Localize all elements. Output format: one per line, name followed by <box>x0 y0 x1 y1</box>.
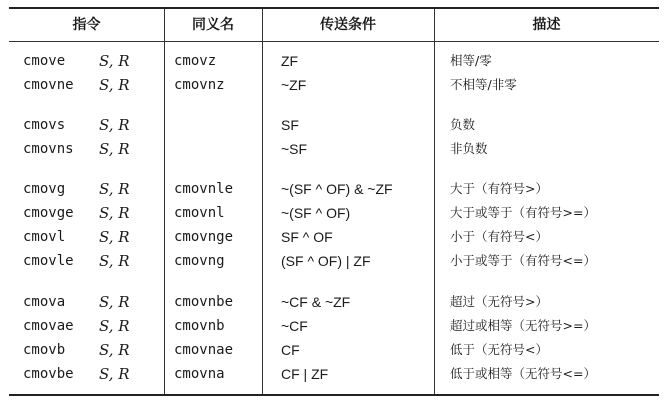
description-cell: 小于或等于（有符号<=） <box>450 253 596 268</box>
operands-cell: S, R <box>99 116 130 134</box>
table-row <box>9 113 659 137</box>
synonym-cell: cmovna <box>174 366 225 382</box>
operands-cell: S, R <box>99 341 130 359</box>
operands-cell: S, R <box>99 52 130 70</box>
condition-cell: ~CF & ~ZF <box>281 294 351 310</box>
condition-cell: ~ZF <box>281 77 307 93</box>
operands-cell: S, R <box>99 293 130 311</box>
instruction-cell: cmovbe <box>23 366 74 382</box>
condition-cell: ~CF <box>281 318 308 334</box>
synonym-cell: cmovnb <box>174 318 225 334</box>
instruction-cell: cmovb <box>23 342 66 358</box>
operands-cell: S, R <box>99 140 130 158</box>
instruction-cell: cmovns <box>23 141 74 157</box>
synonym-cell: cmovnle <box>174 181 234 197</box>
instruction-cell: cmove <box>23 53 66 69</box>
operands-cell: S, R <box>99 252 130 270</box>
operands-cell: S, R <box>99 365 130 383</box>
table-row <box>9 177 659 201</box>
instruction-cell: cmovl <box>23 229 66 245</box>
table-row <box>9 137 659 161</box>
description-cell: 低于（无符号<） <box>450 342 548 357</box>
synonym-cell: cmovnl <box>174 205 225 221</box>
table-row <box>9 73 659 97</box>
condition-cell: (SF ^ OF) | ZF <box>281 253 371 269</box>
description-cell: 负数 <box>450 117 476 132</box>
synonym-cell: cmovng <box>174 253 225 269</box>
operands-cell: S, R <box>99 317 130 335</box>
synonym-cell: cmovnz <box>174 77 225 93</box>
condition-cell: ~SF <box>281 141 308 157</box>
instruction-cell: cmovg <box>23 181 66 197</box>
condition-cell: SF ^ OF <box>281 229 333 245</box>
description-cell: 超过（无符号>） <box>450 294 548 309</box>
description-cell: 大于或等于（有符号>=） <box>450 205 596 220</box>
instruction-cell: cmovs <box>23 117 66 133</box>
synonym-cell: cmovnbe <box>174 294 234 310</box>
header-rule <box>9 41 659 42</box>
table-row <box>9 338 659 362</box>
description-cell: 小于（有符号<） <box>450 229 548 244</box>
synonym-cell: cmovnae <box>174 342 234 358</box>
operands-cell: S, R <box>99 180 130 198</box>
description-cell: 大于（有符号>） <box>450 181 548 196</box>
synonym-cell: cmovnge <box>174 229 234 245</box>
table-row <box>9 314 659 338</box>
table-row <box>9 225 659 249</box>
description-cell: 超过或相等（无符号>=） <box>450 318 596 333</box>
header-instruction: 指令 <box>72 17 101 33</box>
table-row <box>9 249 659 273</box>
condition-cell: ~(SF ^ OF) <box>281 205 351 221</box>
instruction-cell: cmova <box>23 294 66 310</box>
instruction-cell: cmovae <box>23 318 74 334</box>
instruction-cell: cmovle <box>23 253 74 269</box>
condition-cell: ZF <box>281 53 299 69</box>
table-row <box>9 201 659 225</box>
cmov-instruction-table <box>9 7 659 396</box>
synonym-cell: cmovz <box>174 53 217 69</box>
description-cell: 低于或相等（无符号<=） <box>450 366 596 381</box>
condition-cell: SF <box>281 117 299 133</box>
condition-cell: CF | ZF <box>281 366 329 382</box>
operands-cell: S, R <box>99 76 130 94</box>
table-row <box>9 49 659 73</box>
description-cell: 相等/零 <box>450 53 492 68</box>
condition-cell: CF <box>281 342 300 358</box>
operands-cell: S, R <box>99 228 130 246</box>
header-condition: 传送条件 <box>320 17 376 33</box>
description-cell: 不相等/非零 <box>450 77 517 92</box>
header-description: 描述 <box>532 17 561 33</box>
table-row <box>9 290 659 314</box>
table-row <box>9 362 659 386</box>
instruction-cell: cmovge <box>23 205 74 221</box>
header-synonym: 同义名 <box>192 17 234 33</box>
description-cell: 非负数 <box>450 141 488 156</box>
instruction-cell: cmovne <box>23 77 74 93</box>
condition-cell: ~(SF ^ OF) & ~ZF <box>281 181 393 197</box>
operands-cell: S, R <box>99 204 130 222</box>
